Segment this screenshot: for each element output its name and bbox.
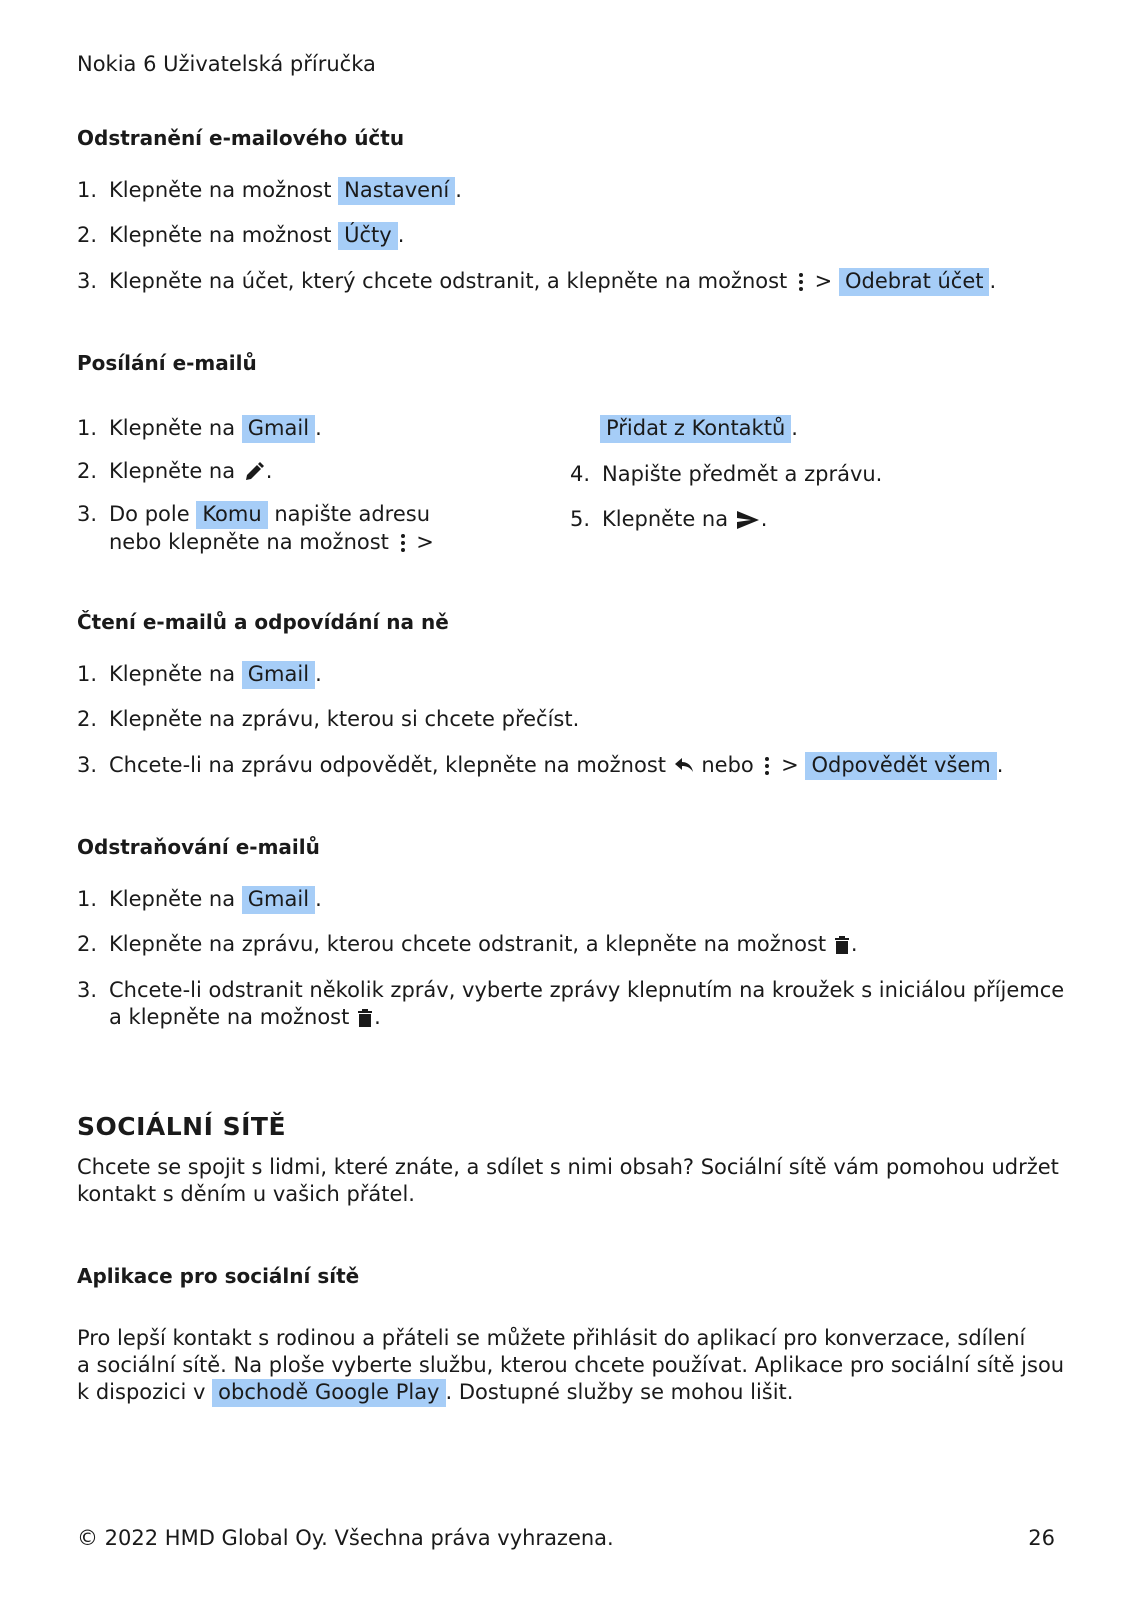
list-item	[77, 459, 272, 483]
list-item	[77, 707, 579, 731]
paragraph-line: Chcete se spojit s lidmi, které znáte, a sdílet s nimi obsah? Sociální sítě vám pomohou udržet	[77, 1155, 1059, 1179]
page-header: Nokia 6 Uživatelská příručka	[77, 52, 376, 76]
paragraph-line: Pro lepší kontakt s rodinou a přáteli se můžete přihlásit do aplikací pro konverzace, sdílení	[77, 1326, 1026, 1350]
section-heading-social: SOCIÁLNÍ SÍTĚ	[77, 1112, 287, 1141]
list-item-continuation	[600, 416, 798, 440]
list-item	[77, 416, 322, 440]
reply-all-link[interactable]: Odpovědět všem	[805, 752, 996, 780]
more-vert-icon	[762, 756, 772, 776]
list-item	[77, 223, 404, 247]
step-number: 2.	[77, 223, 98, 247]
list-item	[77, 753, 1003, 777]
paragraph-text: . Dostupné služby se mohou lišit.	[445, 1380, 794, 1404]
step-text: Chcete-li na zprávu odpovědět, klepněte na možnost	[109, 753, 666, 777]
list-item	[77, 269, 996, 293]
step-text: Klepněte na	[602, 507, 729, 531]
list-item	[77, 178, 462, 202]
step-text: .	[455, 178, 462, 202]
step-text: .	[315, 416, 322, 440]
step-text: Klepněte na	[109, 887, 236, 911]
step-text: nebo	[701, 753, 754, 777]
remove-account-link[interactable]: Odebrat účet	[839, 268, 990, 296]
send-icon	[737, 511, 759, 529]
step-text: Do pole	[109, 502, 190, 526]
paragraph-line	[77, 1379, 1064, 1406]
section-heading-social-apps: Aplikace pro sociální sítě	[77, 1264, 360, 1288]
step-text: Klepněte na zprávu, kterou chcete odstranit, a klepněte na možnost	[109, 932, 827, 956]
list-item	[77, 932, 858, 956]
step-text: .	[989, 269, 997, 293]
trash-icon	[835, 936, 849, 954]
step-text: Klepněte na	[109, 459, 236, 483]
add-from-contacts-link[interactable]: Přidat z Kontaktů	[600, 415, 791, 443]
list-item	[570, 507, 767, 531]
list-item-continuation	[77, 1005, 381, 1029]
section-heading-send-email: Posílání e-mailů	[77, 351, 257, 375]
step-text: nebo klepněte na možnost	[109, 530, 389, 554]
list-item	[77, 887, 322, 911]
step-number: 2.	[77, 459, 98, 483]
step-text: Klepněte na	[109, 662, 236, 686]
social-apps-paragraph	[77, 1325, 1064, 1406]
section-heading-read-email: Čtení e-mailů a odpovídání na ně	[77, 610, 449, 634]
settings-link[interactable]: Nastavení	[338, 177, 455, 205]
step-text: .	[996, 753, 1004, 777]
step-number: 1.	[77, 178, 98, 202]
list-item	[77, 978, 1064, 1002]
gmail-link[interactable]: Gmail	[242, 661, 315, 689]
section-heading-delete-email: Odstraňování e-mailů	[77, 835, 320, 859]
reply-icon	[675, 758, 693, 774]
more-vert-icon	[398, 533, 408, 553]
step-text: .	[265, 459, 273, 483]
step-text: Klepněte na možnost	[109, 223, 332, 247]
step-text: .	[760, 507, 768, 531]
step-number: 3.	[77, 269, 98, 293]
step-text: a klepněte na možnost	[109, 1005, 350, 1029]
step-number: 3.	[77, 753, 98, 777]
pencil-icon	[244, 462, 264, 482]
step-text: .	[315, 887, 322, 911]
more-vert-icon	[796, 272, 806, 292]
separator: >	[416, 530, 434, 554]
social-intro	[77, 1154, 1059, 1208]
step-text: .	[850, 932, 858, 956]
list-item	[570, 462, 882, 486]
step-text: .	[374, 1005, 381, 1029]
step-number: 1.	[77, 662, 98, 686]
paragraph-text: k dispozici v	[77, 1380, 206, 1404]
step-text: Klepněte na možnost	[109, 178, 332, 202]
step-number: 1.	[77, 887, 98, 911]
accounts-link[interactable]: Účty	[338, 222, 398, 250]
step-text: napište adresu	[274, 502, 431, 526]
page-number: 26	[1028, 1526, 1055, 1550]
separator: >	[814, 269, 833, 293]
step-number: 3.	[77, 978, 98, 1002]
step-number: 5.	[570, 507, 591, 531]
gmail-link[interactable]: Gmail	[242, 415, 315, 443]
step-number: 2.	[77, 707, 98, 731]
step-text: Klepněte na účet, který chcete odstranit, a klepněte na možnost	[109, 269, 788, 293]
step-number: 2.	[77, 932, 98, 956]
google-play-link[interactable]: obchodě Google Play	[212, 1379, 445, 1407]
step-text: Klepněte na	[109, 416, 236, 440]
step-text: Chcete-li odstranit několik zpráv, vyberte zprávy klepnutím na kroužek s iniciálou příjemce	[109, 978, 1065, 1002]
separator: >	[781, 753, 799, 777]
paragraph-line: a sociální sítě. Na ploše vyberte službu, kterou chcete používat. Aplikace pro sociální sítě jsou	[77, 1353, 1065, 1377]
step-text: Klepněte na zprávu, kterou si chcete přečíst.	[109, 707, 580, 731]
step-number: 4.	[570, 462, 591, 486]
step-number: 1.	[77, 416, 98, 440]
to-field-link[interactable]: Komu	[196, 501, 267, 529]
step-text: .	[791, 416, 798, 440]
footer-copyright: © 2022 HMD Global Oy. Všechna práva vyhrazena.	[77, 1526, 614, 1550]
list-item	[77, 502, 430, 526]
step-text: .	[397, 223, 405, 247]
list-item-continuation	[77, 530, 434, 554]
step-number: 3.	[77, 502, 98, 526]
paragraph-line: kontakt s děním u vašich přátel.	[77, 1182, 415, 1206]
list-item	[77, 662, 322, 686]
trash-icon	[358, 1009, 372, 1027]
step-text: Napište předmět a zprávu.	[602, 462, 883, 486]
step-text: .	[315, 662, 322, 686]
section-heading-remove-account: Odstranění e-mailového účtu	[77, 126, 405, 150]
gmail-link[interactable]: Gmail	[242, 886, 315, 914]
